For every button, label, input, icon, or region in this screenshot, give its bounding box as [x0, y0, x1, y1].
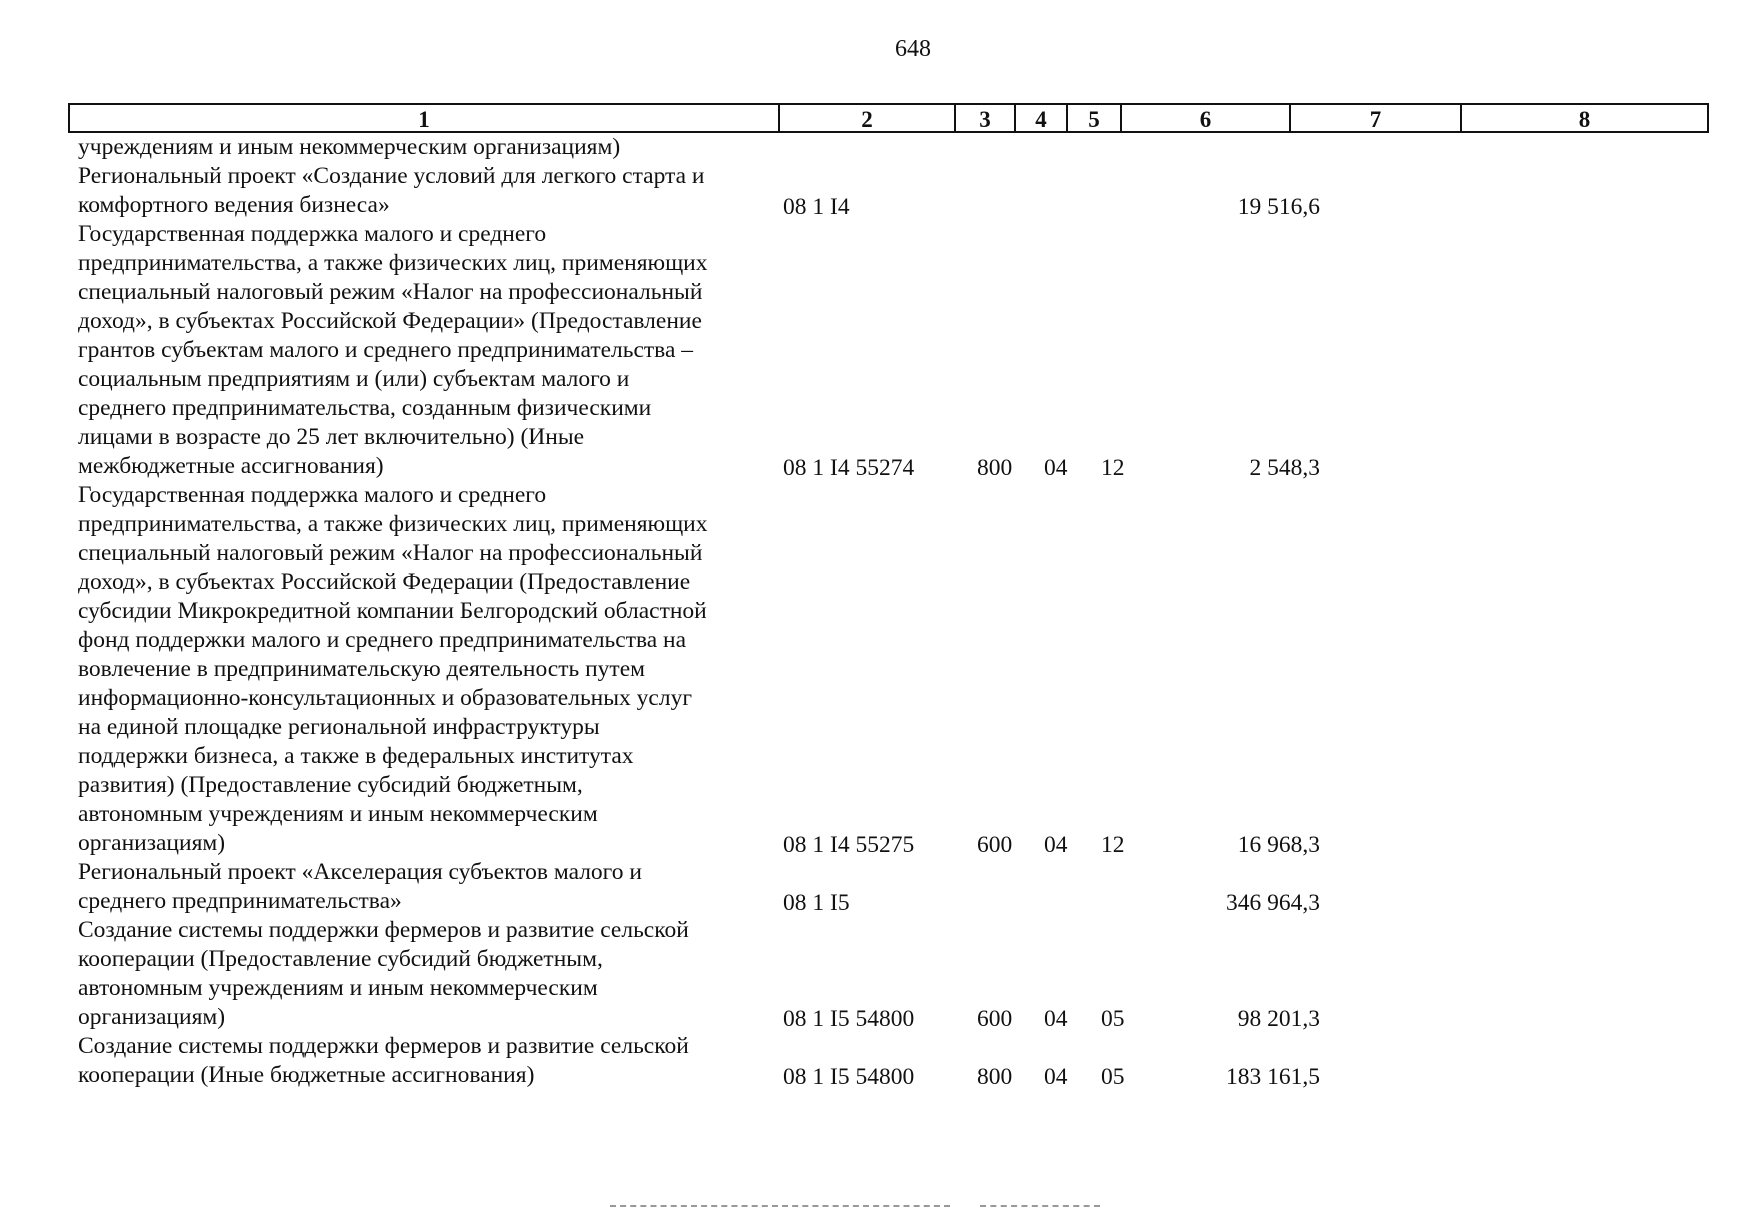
- row-description: [78, 162, 760, 220]
- description-line: среднего предпринимательства, созданным физическими: [78, 395, 652, 421]
- row-amount: 98 201,3: [1237, 1006, 1320, 1032]
- description-line: поддержки бизнеса, а также в федеральных институтах: [78, 743, 634, 769]
- description-line: вовлечение в предпринимательскую деятельность путем: [78, 656, 645, 682]
- row-code: 08 1 I5: [783, 890, 850, 916]
- description-line: среднего предпринимательства»: [78, 888, 402, 914]
- row-code: 08 1 I5 54800: [783, 1064, 915, 1090]
- row-subsection: 05: [1101, 1064, 1125, 1090]
- row-code: 08 1 I5 54800: [783, 1006, 915, 1032]
- row-code: 08 1 I4: [783, 194, 850, 220]
- row-description: [78, 220, 760, 481]
- description-line: фонд поддержки малого и среднего предпринимательства на: [78, 627, 687, 653]
- description-line: кооперации (Предоставление субсидий бюджетным,: [78, 946, 603, 972]
- description-line: доход», в субъектах Российской Федерации» (Предоставление: [78, 308, 702, 334]
- row-amount: 19 516,6: [1237, 194, 1320, 220]
- row-code: 08 1 I4 55275: [783, 832, 915, 858]
- header-col-3: 3: [954, 105, 1014, 131]
- row-section: 04: [1044, 455, 1068, 481]
- description-line: доход», в субъектах Российской Федерации (Предоставление: [78, 569, 691, 595]
- header-col-6: 6: [1120, 105, 1289, 131]
- row-section: 04: [1044, 1064, 1068, 1090]
- page-edge-mark: [610, 1205, 950, 1209]
- description-line: грантов субъектам малого и среднего предпринимательства –: [78, 337, 694, 363]
- description-line: Создание системы поддержки фермеров и развитие сельской: [78, 917, 689, 943]
- row-expense-type: 800: [977, 1064, 1013, 1090]
- page-edge-mark: [980, 1205, 1100, 1209]
- header-col-1: 1: [418, 107, 430, 132]
- description-line: автономным учреждениям и иным некоммерческим: [78, 801, 598, 827]
- row-subsection: 12: [1101, 455, 1125, 481]
- header-col-2: 2: [778, 105, 954, 131]
- row-description: [78, 481, 760, 858]
- description-line: специальный налоговый режим «Налог на профессиональный: [78, 279, 703, 305]
- description-line: организациям): [78, 830, 226, 856]
- header-col-8: 8: [1460, 105, 1707, 131]
- row-subsection: 12: [1101, 832, 1125, 858]
- description-line: Государственная поддержка малого и среднего: [78, 221, 547, 247]
- row-description: [78, 916, 760, 1032]
- description-line: организациям): [78, 1004, 226, 1030]
- description-line: лицами в возрасте до 25 лет включительно) (Иные: [78, 424, 585, 450]
- row-section: 04: [1044, 832, 1068, 858]
- description-line: кооперации (Иные бюджетные ассигнования): [78, 1062, 535, 1088]
- description-line: субсидии Микрокредитной компании Белгородский областной: [78, 598, 707, 624]
- row-amount: 346 964,3: [1226, 890, 1320, 916]
- header-col-7: 7: [1289, 105, 1460, 131]
- row-section: 04: [1044, 1006, 1068, 1032]
- header-col-4: 4: [1014, 105, 1066, 131]
- row-subsection: 05: [1101, 1006, 1125, 1032]
- description-line: учреждениям и иным некоммерческим организациям): [78, 134, 621, 160]
- description-line: комфортного ведения бизнеса»: [78, 192, 390, 218]
- header-col-5: 5: [1066, 105, 1120, 131]
- row-expense-type: 600: [977, 1006, 1013, 1032]
- row-description: [78, 858, 760, 916]
- description-line: предпринимательства, а также физических лиц, применяющих: [78, 511, 708, 537]
- row-amount: 16 968,3: [1237, 832, 1320, 858]
- description-line: автономным учреждениям и иным некоммерческим: [78, 975, 598, 1001]
- row-description: [78, 133, 760, 162]
- table-header: [68, 103, 1709, 133]
- description-line: Региональный проект «Создание условий для легкого старта и: [78, 163, 705, 189]
- description-line: Создание системы поддержки фермеров и развитие сельской: [78, 1033, 689, 1059]
- description-line: предпринимательства, а также физических лиц, применяющих: [78, 250, 708, 276]
- description-line: информационно-консультационных и образовательных услуг: [78, 685, 692, 711]
- row-amount: 2 548,3: [1249, 455, 1320, 481]
- row-description: [78, 1032, 760, 1090]
- page-number: 648: [895, 36, 931, 62]
- description-line: развития) (Предоставление субсидий бюджетным,: [78, 772, 583, 798]
- row-code: 08 1 I4 55274: [783, 455, 915, 481]
- row-amount: 183 161,5: [1226, 1064, 1320, 1090]
- description-line: межбюджетные ассигнования): [78, 453, 384, 479]
- description-line: на единой площадке региональной инфраструктуры: [78, 714, 600, 740]
- row-expense-type: 800: [977, 455, 1013, 481]
- description-line: социальным предприятиям и (или) субъектам малого и: [78, 366, 630, 392]
- description-line: Государственная поддержка малого и среднего: [78, 482, 547, 508]
- description-line: специальный налоговый режим «Налог на профессиональный: [78, 540, 703, 566]
- description-line: Региональный проект «Акселерация субъектов малого и: [78, 859, 642, 885]
- row-expense-type: 600: [977, 832, 1013, 858]
